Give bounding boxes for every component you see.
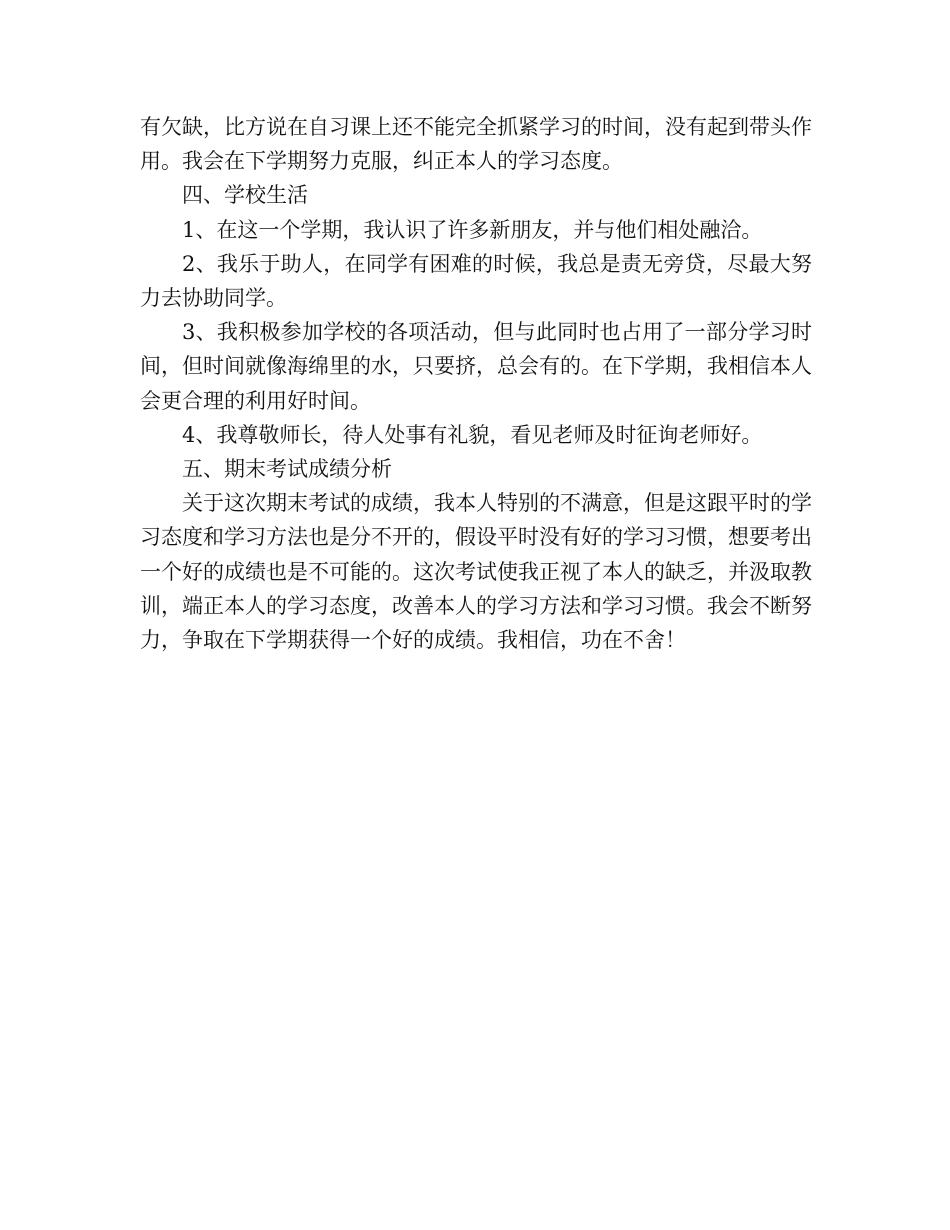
section-heading-exam-analysis: 五、期末考试成绩分析 — [182, 457, 392, 482]
section-heading-school-life: 四、学校生活 — [182, 183, 308, 208]
list-item-new-friends: 1、在这一个学期，我认识了许多新朋友，并与他们相处融洽。 — [182, 217, 763, 242]
document-body — [140, 110, 812, 657]
list-item-school-activities: 3、我积极参加学校的各项活动，但与此同时也占用了一部分学习时间，但时间就像海绵里的水，只要挤，总会有的。在下学期，我相信本人会更合理的利用好时间。 — [140, 320, 812, 413]
list-item-helping-others: 2、我乐于助人，在同学有困难的时候，我总是责无旁贷，尽最大努力去协助同学。 — [140, 251, 812, 311]
paragraph-continuation: 有欠缺，比方说在自习课上还不能完全抓紧学习的时间，没有起到带头作用。我会在下学期努力克服，纠正本人的学习态度。 — [140, 115, 812, 174]
list-item-respect-teachers: 4、我尊敬师长，待人处事有礼貌，看见老师及时征询老师好。 — [182, 422, 763, 447]
paragraph-exam-analysis: 关于这次期末考试的成绩，我本人特别的不满意，但是这跟平时的学习态度和学习方法也是分不开的，假设平时没有好的学习习惯，想要考出一个好的成绩也是不可能的。这次考试使我正视了本人的缺乏，并汲取教训，端正本人的学习态度，改善本人的学习方法和学习习惯。我会不断努力，争取在下学期获得一个好的成绩。我相信，功在不舍！ — [140, 491, 812, 653]
